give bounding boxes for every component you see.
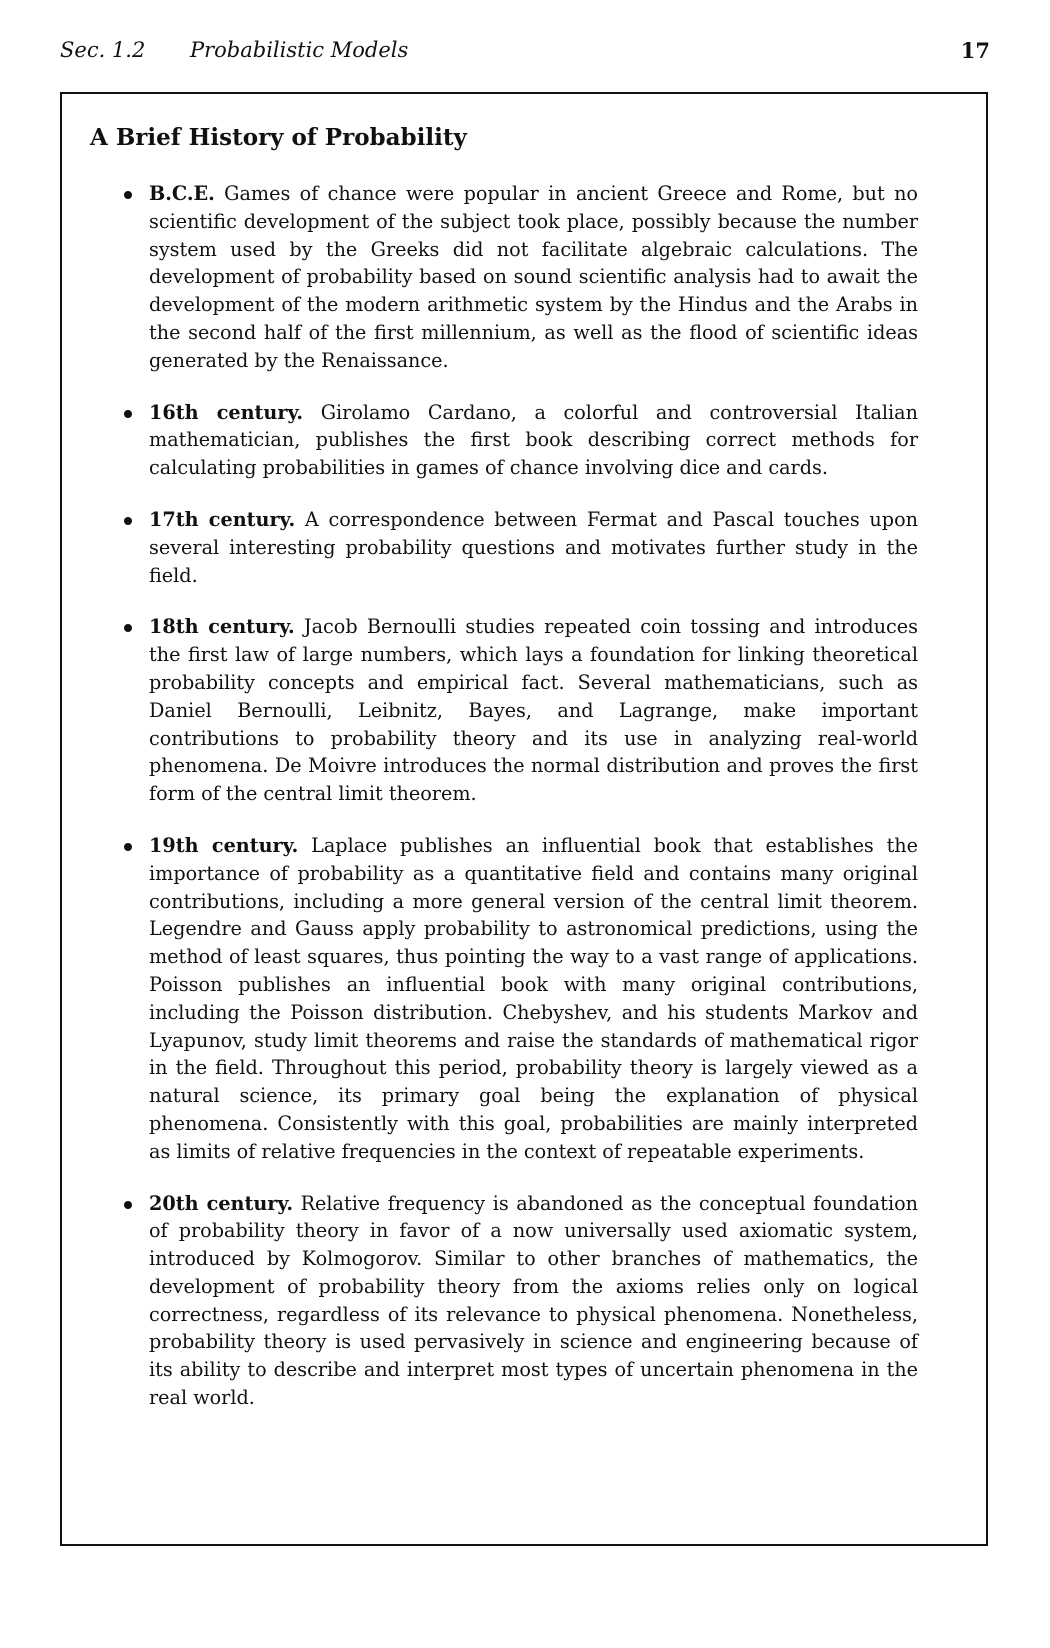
history-box (60, 92, 988, 1546)
history-item-16th-century (118, 399, 918, 482)
history-item-18th-century (118, 613, 918, 808)
box-title: A Brief History of Probability (90, 124, 467, 151)
item-lead: 16th century. (149, 400, 304, 424)
bullet-icon (124, 624, 132, 632)
history-list (118, 180, 918, 1436)
item-text: Relative frequency is abandoned as the conceptual foundation of probability theory in favor of a now universally used axiomatic system, introduced by Kolmogorov. Similar to other branches of mathematics, the development of probability theory from the axioms relies only on logical correctness, regardless of its relevance to physical phenomena. Nonetheless, probability theory is used pervasively in science and engineering because of its ability to describe and interpret most types of uncertain phenomena in the real world. (149, 1191, 918, 1410)
bullet-icon (124, 410, 132, 418)
running-head (60, 38, 990, 68)
history-item-20th-century (118, 1190, 918, 1412)
item-text: Jacob Bernoulli studies repeated coin tossing and introduces the first law of large numbers, which lays a foundation for linking theoretical probability concepts and empirical fact. Several mathematicians, such as Daniel Bernoulli, Leibnitz, Bayes, and Lagrange, make important contributions to probability theory and its use in analyzing real-world phenomena. De Moivre introduces the normal distribution and proves the first form of the central limit theorem. (149, 615, 918, 806)
section-title: Probabilistic Models (190, 38, 409, 62)
item-lead: 19th century. (149, 833, 299, 857)
item-text: Games of chance were popular in ancient Greece and Rome, but no scientific development of the subject took place, possibly because the number system used by the Greeks did not facilitate algebraic calculations. The development of probability based on sound scientific analysis had to await the development of the modern arithmetic system by the Hindus and the Arabs in the second half of the first millennium, as well as the flood of scientific ideas generated by the Renaissance. (149, 182, 918, 372)
bullet-icon (124, 1201, 132, 1209)
item-text: Girolamo Cardano, a colorful and controversial Italian mathematician, publishes the first book describing correct methods for calculating probabilities in games of chance involving dice and cards. (149, 400, 918, 480)
item-text: A correspondence between Fermat and Pascal touches upon several interesting probability questions and motivates further study in the field. (149, 507, 918, 587)
history-item-17th-century (118, 506, 918, 589)
bullet-icon (124, 517, 132, 525)
item-lead: 17th century. (149, 507, 296, 531)
bullet-icon (124, 843, 132, 851)
bullet-icon (124, 191, 132, 199)
section-number: Sec. 1.2 (60, 38, 146, 62)
item-text: Laplace publishes an influential book that establishes the importance of probability as a quantitative field and contains many original contributions, including a more general version of the central limit theorem. Legendre and Gauss apply probability to astronomical predictions, using the method of least squares, thus pointing the way to a vast range of applications. Poisson publishes an influential book with many original contributions, including the Poisson distribution. Chebyshev, and his students Markov and Lyapunov, study limit theorems and raise the standards of mathematical rigor in the field. Throughout this period, probability theory is largely viewed as a natural science, its primary goal being the explanation of physical phenomena. Consistently with this goal, probabilities are mainly interpreted as limits of relative frequencies in the context of repeatable experiments. (149, 833, 918, 1163)
page-number: 17 (960, 38, 990, 63)
history-item-bce (118, 180, 918, 375)
item-lead: 18th century. (149, 615, 295, 639)
item-lead: B.C.E. (149, 182, 215, 205)
history-item-19th-century (118, 832, 918, 1166)
item-lead: 20th century. (149, 1191, 294, 1215)
